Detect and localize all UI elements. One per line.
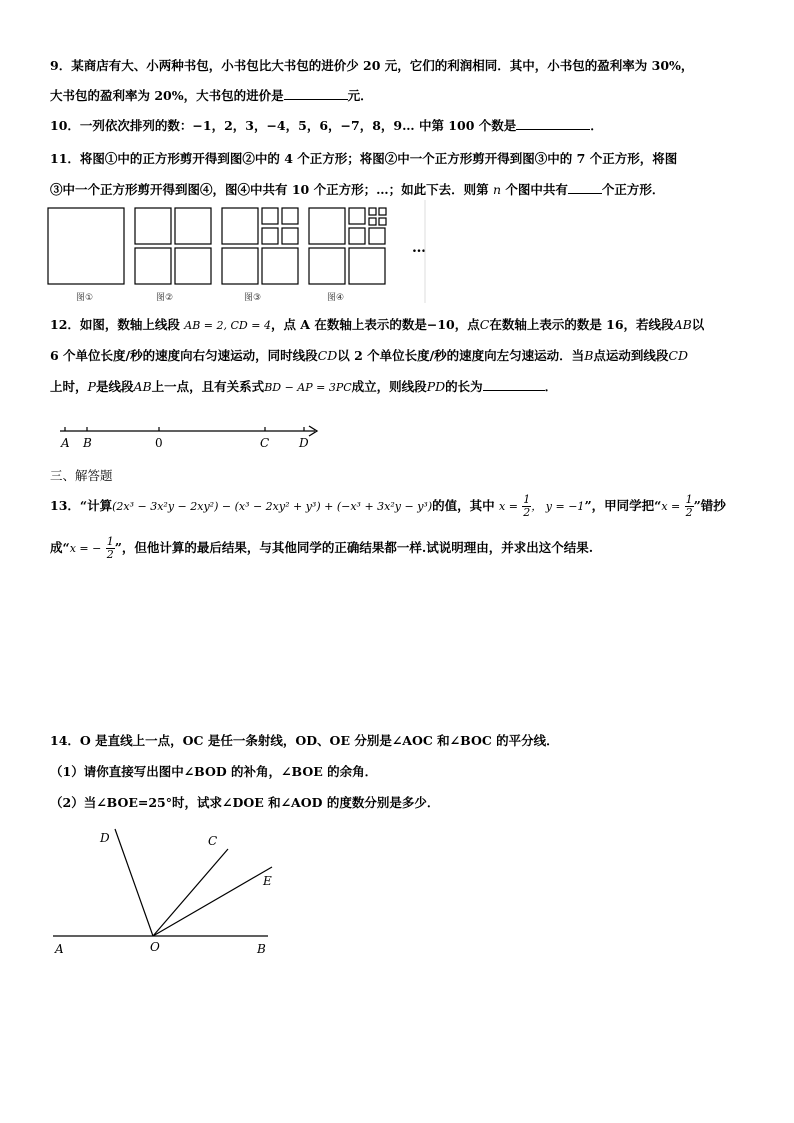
- q11-ellipsis: …: [412, 240, 426, 256]
- q11-var-n: n: [492, 182, 502, 197]
- q12-t7: 点运动到线段: [593, 348, 669, 363]
- q12-t5: 6 个单位长度/秒的速度向右匀速运动，同时线段: [50, 348, 318, 363]
- q12-math-2: BD − AP = 3PC: [264, 381, 352, 394]
- q9-text: 大书包的盈利率为 20%，大书包的进价是: [50, 88, 284, 103]
- axis-label-c: C: [260, 436, 270, 450]
- label-e: E: [263, 874, 272, 888]
- q12-t12: 的长为: [445, 379, 483, 394]
- label-b: B: [257, 942, 266, 956]
- fig2-caption: 图②: [156, 293, 174, 303]
- fig1-caption: 图①: [76, 293, 94, 303]
- q12-var-pd: PD: [426, 379, 446, 394]
- q12-number-line: [55, 418, 335, 454]
- q12-var-cd2: CD: [668, 348, 688, 363]
- q13-mid: 的值，其中: [432, 498, 495, 513]
- q10-text: 10．一列依次排列的数：−1，2，3，−4，5，6，−7，8，9… 中第 100 个数是: [50, 118, 517, 133]
- section-3-heading: 三、解答题: [50, 468, 113, 483]
- axis-label-0: 0: [155, 436, 163, 450]
- q13-lead: 13．“计算: [50, 498, 113, 513]
- q12-t8: 上时，: [50, 379, 88, 394]
- q12-t9: 是线段: [95, 379, 134, 394]
- q13-x-eq: x =: [499, 500, 518, 513]
- q12-t3: 在数轴上表示的数是 16，若线段: [489, 317, 674, 332]
- q11-text-b: 个图中共有: [505, 182, 568, 197]
- q11-squares-figure: [40, 200, 440, 305]
- q12-var-cd: CD: [317, 348, 338, 363]
- q12-math-1: AB = 2, CD = 4: [184, 319, 271, 332]
- axis-label-a: A: [61, 436, 70, 450]
- axis-label-d: D: [299, 436, 309, 450]
- fig2-squares: [135, 208, 211, 284]
- axis-label-b: B: [83, 436, 92, 450]
- fig1-square: [48, 208, 124, 284]
- q9-line-1: 9．某商店有大、小两种书包，小书包比大书包的进价少 20 元，它们的利润相同．其中，小书包的盈利率为 30%，: [50, 58, 694, 73]
- label-d: D: [100, 831, 110, 845]
- q11-answer-blank[interactable]: [568, 181, 602, 194]
- ray-oe: [153, 867, 272, 936]
- q11-text-c: 个正方形．: [601, 182, 665, 197]
- q13-t2a: 成“: [50, 540, 70, 555]
- frac-den: 2: [685, 506, 693, 519]
- label-a: A: [55, 942, 64, 956]
- q14-line-1: 14．O 是直线上一点，OC 是任一条射线，OD、OE 分别是∠AOC 和∠BOC 的平分线．: [50, 733, 559, 748]
- q10-answer-blank[interactable]: [516, 117, 590, 130]
- q13-line-2: [50, 535, 593, 562]
- q13-fraction-2: [685, 494, 694, 519]
- q13-x-eq2: x =: [661, 500, 681, 513]
- q12-t10: 上一点，且有关系式: [151, 379, 265, 394]
- q11-text-a: ③中一个正方形剪开得到图④，图④中共有 10 个正方形；…；如此下去．则第: [50, 182, 489, 197]
- q13-line-1: [50, 493, 726, 520]
- frac-den: 2: [523, 506, 531, 519]
- fig3-squares: [222, 208, 298, 284]
- ray-od: [115, 829, 153, 936]
- q13-mid2: ”，甲同学把“: [584, 498, 662, 513]
- q10-end: ．: [590, 118, 603, 133]
- q14-line-2: （1）请你直接写出图中∠BOD 的补角，∠BOE 的余角．: [50, 764, 378, 779]
- q14-line-3: （2）当∠BOE=25°时，试求∠DOE 和∠AOD 的度数分别是多少．: [50, 795, 440, 810]
- q13-t2b: ”，但他计算的最后结果，与其他同学的正确结果都一样.试说明理由，并求出这个结果.: [114, 540, 594, 555]
- label-c: C: [208, 834, 218, 848]
- fig4-squares: [309, 208, 386, 284]
- q12-answer-blank[interactable]: [483, 378, 545, 391]
- q12-t11: 成立，则线段: [351, 379, 427, 394]
- q12-var-ab2: AB: [133, 379, 152, 394]
- q12-t1: 12．如图，数轴上线段: [50, 317, 180, 332]
- q9-line-2: [50, 87, 373, 105]
- q12-t4: 以: [691, 317, 705, 332]
- q12-line-3: [50, 378, 557, 397]
- q9-unit: 元．: [347, 88, 373, 103]
- fig3-caption: 图③: [244, 293, 262, 303]
- frac-num: 1: [685, 493, 693, 506]
- q14-angle-figure: [50, 825, 290, 965]
- q11-line-2: [50, 181, 664, 199]
- q12-var-p: P: [87, 379, 96, 394]
- q11-line-1: 11．将图①中的正方形剪开得到图②中的 4 个正方形；将图②中一个正方形剪开得到图③中的 7 个正方形，将图: [50, 151, 678, 166]
- q12-var-ab: AB: [673, 317, 692, 332]
- q12-t6: 以 2 个单位长度/秒的速度向左匀速运动．当: [337, 348, 585, 363]
- q12-var-c: C: [479, 317, 490, 332]
- q13-fraction-3: [106, 536, 115, 561]
- q12-t2: ，点 A 在数轴上表示的数是−10，点: [270, 317, 480, 332]
- q13-x-eq3: x = −: [69, 542, 102, 555]
- q13-fraction-1: [522, 494, 531, 519]
- frac-num: 1: [523, 493, 531, 506]
- fig4-caption: 图④: [327, 293, 345, 303]
- q13-end1: ”错抄: [693, 498, 726, 513]
- q9-answer-blank[interactable]: [284, 87, 348, 100]
- q13-y-eq: ， y = −1: [531, 500, 585, 513]
- q13-expression: (2x³ − 3x²y − 2xy²) − (x³ − 2xy² + y³) + (−x³ + 3x²y − y³): [112, 500, 433, 513]
- q10-line: [50, 117, 603, 135]
- frac-num: 1: [106, 535, 114, 548]
- ray-oc: [153, 849, 228, 936]
- frac-den: 2: [106, 548, 114, 561]
- q12-var-b: B: [584, 348, 594, 363]
- label-o: O: [150, 940, 160, 954]
- q12-line-1: [50, 316, 704, 335]
- q12-t13: ．: [544, 379, 558, 394]
- q12-line-2: [50, 347, 688, 365]
